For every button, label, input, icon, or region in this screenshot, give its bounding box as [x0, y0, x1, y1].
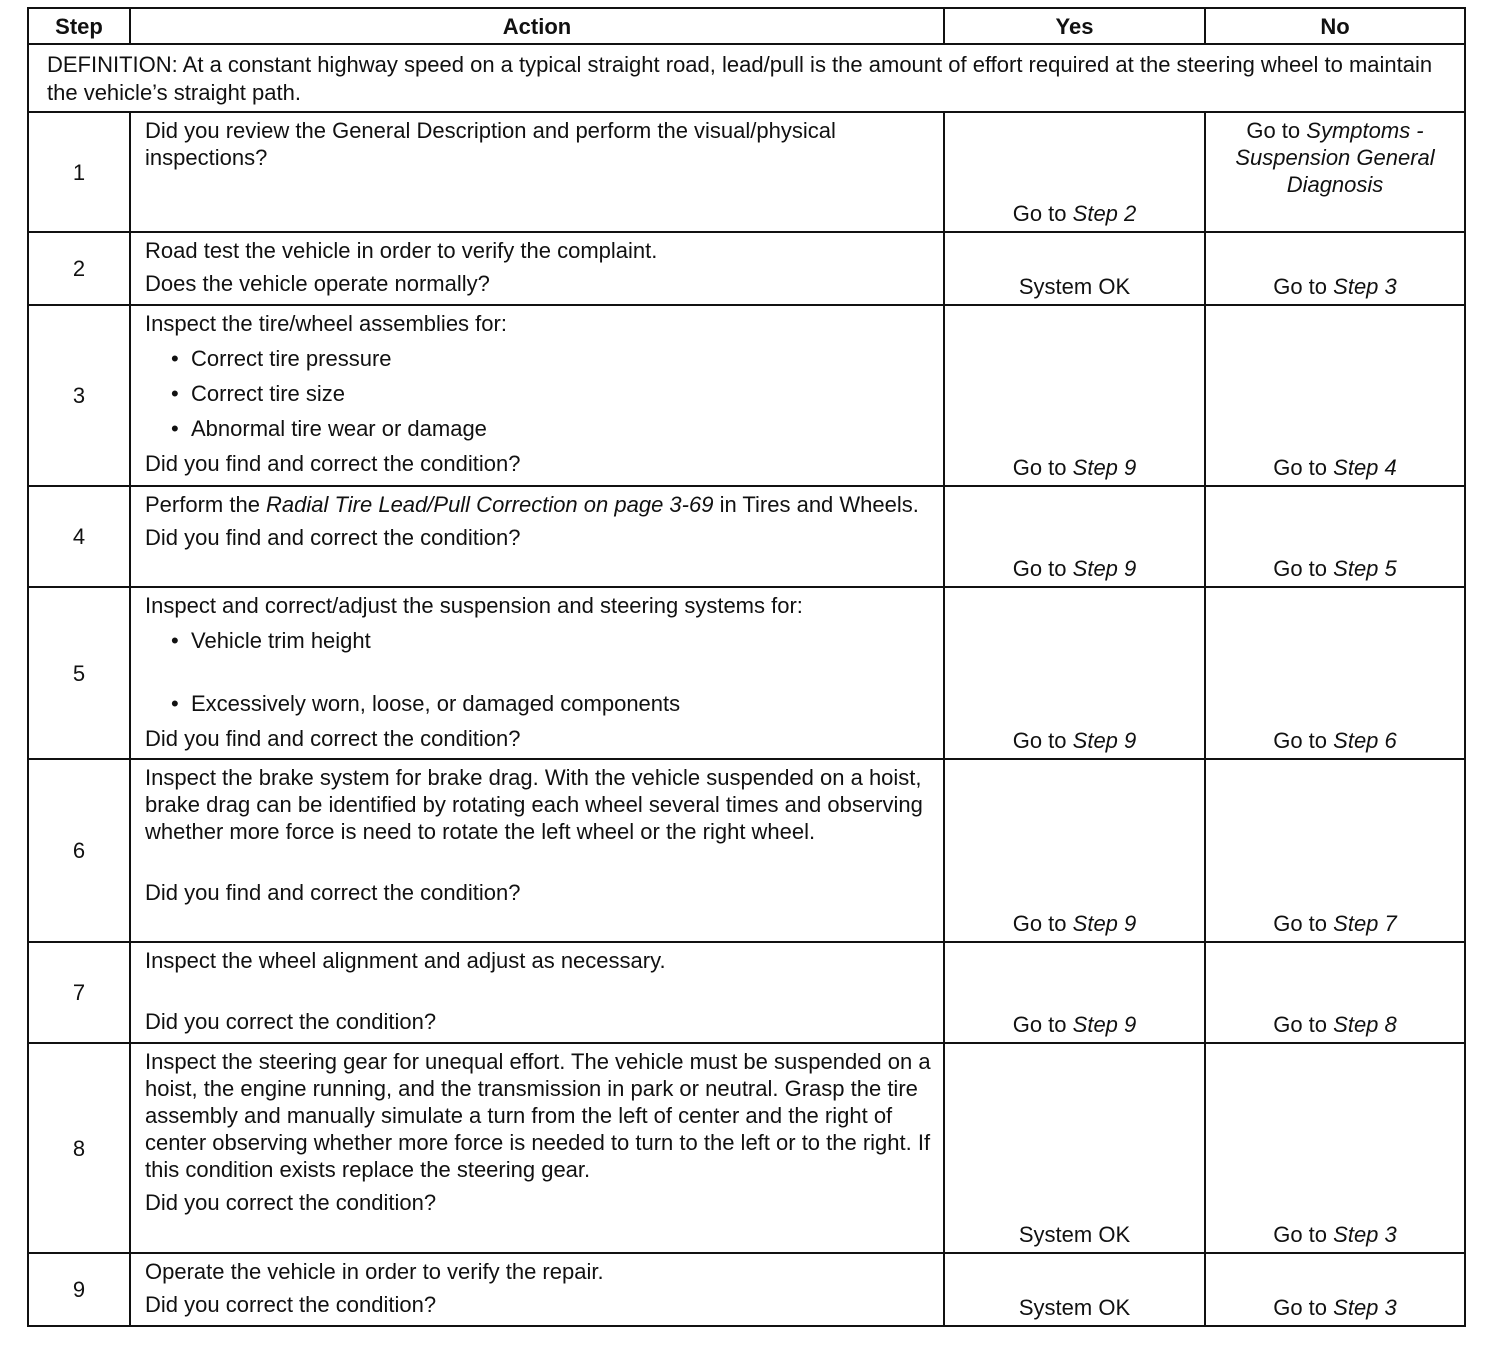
list-item: • Correct tire pressure: [191, 345, 931, 372]
no-cell: [1205, 587, 1465, 759]
no-step-ref: Step 4: [1333, 455, 1397, 480]
action-text: Inspect the tire/wheel assemblies for:: [145, 311, 507, 336]
action-question: Does the vehicle operate normally?: [145, 271, 490, 296]
go-to-label: Go to: [1246, 118, 1301, 143]
action-cell: [130, 942, 944, 1043]
action-cell: [130, 1253, 944, 1326]
table-row: [28, 759, 1465, 942]
step-number: 6: [28, 759, 130, 942]
table-row: [28, 1253, 1465, 1326]
action-text: Did you review the General Description and perform the visual/physical inspections?: [145, 118, 836, 170]
no-cell: [1205, 305, 1465, 486]
action-question: Did you correct the condition?: [145, 1292, 437, 1317]
yes-cell: [944, 942, 1205, 1043]
list-item: • Abnormal tire wear or damage: [191, 415, 931, 442]
action-text: Operate the vehicle in order to verify the repair.: [145, 1259, 604, 1284]
go-to-label: Go to: [1273, 556, 1328, 581]
no-cell: [1205, 1253, 1465, 1326]
action-cell: [130, 1043, 944, 1253]
action-question: Did you find and correct the condition?: [145, 451, 521, 476]
action-cell: [130, 759, 944, 942]
action-text: Road test the vehicle in order to verify the complaint.: [145, 238, 658, 263]
list-item: • Correct tire size: [191, 380, 931, 407]
no-cell: [1205, 759, 1465, 942]
no-step-ref: Step 3: [1333, 1295, 1397, 1320]
yes-cell: [944, 1253, 1205, 1326]
header-action: Action: [130, 8, 944, 44]
step-number: 9: [28, 1253, 130, 1326]
header-row: [28, 8, 1465, 44]
header-yes: Yes: [944, 8, 1205, 44]
definition-row: [28, 44, 1465, 112]
table-row: [28, 587, 1465, 759]
list-item: • Vehicle trim height: [191, 627, 931, 654]
table-row: [28, 232, 1465, 305]
yes-result: System OK: [1018, 1222, 1131, 1247]
table-row: [28, 1043, 1465, 1253]
go-to-label: Go to: [1273, 1012, 1328, 1037]
table-row: [28, 112, 1465, 232]
bullet-list: [145, 627, 931, 717]
no-cell: [1205, 486, 1465, 587]
action-cell: [130, 112, 944, 232]
go-to-label: Go to: [1273, 274, 1328, 299]
yes-step-ref: Step 9: [1072, 556, 1137, 581]
no-step-ref: Step 7: [1333, 911, 1397, 936]
action-question: Did you find and correct the condition?: [145, 525, 521, 550]
go-to-label: Go to: [1012, 556, 1067, 581]
no-cell: [1205, 942, 1465, 1043]
header-no: No: [1205, 8, 1465, 44]
go-to-label: Go to: [1012, 1012, 1067, 1037]
yes-result: System OK: [1018, 1295, 1131, 1320]
action-question: Did you correct the condition?: [145, 1190, 437, 1215]
yes-step-ref: Step 9: [1072, 728, 1137, 753]
action-cell: [130, 587, 944, 759]
go-to-label: Go to: [1273, 455, 1328, 480]
go-to-label: Go to: [1012, 911, 1067, 936]
no-cell: [1205, 112, 1465, 232]
yes-step-ref: Step 9: [1072, 1012, 1137, 1037]
action-text: Inspect the steering gear for unequal effort. The vehicle must be suspended on a hoist, the engine running, and the transmission in park or neutral. Grasp the tire assembly and manually simulate a turn from the left of center and the right of center observing whether more force is needed to turn to the left or to the right. If this condition exists replace the steering gear.: [145, 1049, 931, 1182]
table-row: [28, 305, 1465, 486]
action-cell: [130, 486, 944, 587]
action-text: Inspect the brake system for brake drag. With the vehicle suspended on a hoist, brake drag can be identified by rotating each wheel several times and observing whether more force is need to rotate the left wheel or the right wheel.: [145, 765, 923, 844]
step-number: 3: [28, 305, 130, 486]
yes-cell: [944, 305, 1205, 486]
action-question: Did you find and correct the condition?: [145, 726, 521, 751]
yes-cell: [944, 486, 1205, 587]
no-cell: [1205, 1043, 1465, 1253]
action-text-pre: Perform the: [145, 492, 267, 517]
no-step-ref: Symptoms - Suspension General Diagnosis: [1235, 118, 1435, 197]
bullet-list: [145, 345, 931, 442]
go-to-label: Go to: [1012, 201, 1067, 226]
go-to-label: Go to: [1273, 911, 1328, 936]
yes-step-ref: Step 9: [1072, 455, 1137, 480]
step-number: 2: [28, 232, 130, 305]
no-step-ref: Step 8: [1333, 1012, 1397, 1037]
no-cell: [1205, 232, 1465, 305]
list-item: • Excessively worn, loose, or damaged components: [191, 690, 931, 717]
yes-cell: [944, 587, 1205, 759]
no-step-ref: Step 5: [1333, 556, 1397, 581]
table-row: [28, 486, 1465, 587]
go-to-label: Go to: [1012, 728, 1067, 753]
no-step-ref: Step 3: [1333, 274, 1397, 299]
step-number: 1: [28, 112, 130, 232]
action-text: Inspect the wheel alignment and adjust as necessary.: [145, 948, 666, 973]
action-cell: [130, 232, 944, 305]
yes-cell: [944, 759, 1205, 942]
yes-cell: [944, 232, 1205, 305]
yes-result: System OK: [1018, 274, 1131, 299]
diagnostic-table: [27, 7, 1466, 1327]
no-step-ref: Step 3: [1333, 1222, 1397, 1247]
go-to-label: Go to: [1273, 728, 1328, 753]
yes-step-ref: Step 2: [1072, 201, 1137, 226]
go-to-label: Go to: [1273, 1222, 1328, 1247]
action-question: Did you find and correct the condition?: [145, 880, 521, 905]
manual-reference-link[interactable]: Radial Tire Lead/Pull Correction on page 3-69: [266, 492, 714, 517]
step-number: 5: [28, 587, 130, 759]
step-number: 8: [28, 1043, 130, 1253]
go-to-label: Go to: [1273, 1295, 1328, 1320]
action-text-post: in Tires and Wheels.: [713, 492, 919, 517]
action-text: Inspect and correct/adjust the suspension and steering systems for:: [145, 593, 803, 618]
go-to-label: Go to: [1012, 455, 1067, 480]
table-row: [28, 942, 1465, 1043]
step-number: 4: [28, 486, 130, 587]
yes-step-ref: Step 9: [1072, 911, 1137, 936]
no-step-ref: Step 6: [1333, 728, 1397, 753]
header-step: Step: [28, 8, 130, 44]
action-question: Did you correct the condition?: [145, 1009, 437, 1034]
yes-cell: [944, 112, 1205, 232]
yes-cell: [944, 1043, 1205, 1253]
step-number: 7: [28, 942, 130, 1043]
action-text: [145, 491, 931, 518]
definition-text: DEFINITION: At a constant highway speed on a typical straight road, lead/pull is the amount of effort required at the steering wheel to maintain the vehicle’s straight path.: [28, 44, 1465, 112]
action-cell: [130, 305, 944, 486]
